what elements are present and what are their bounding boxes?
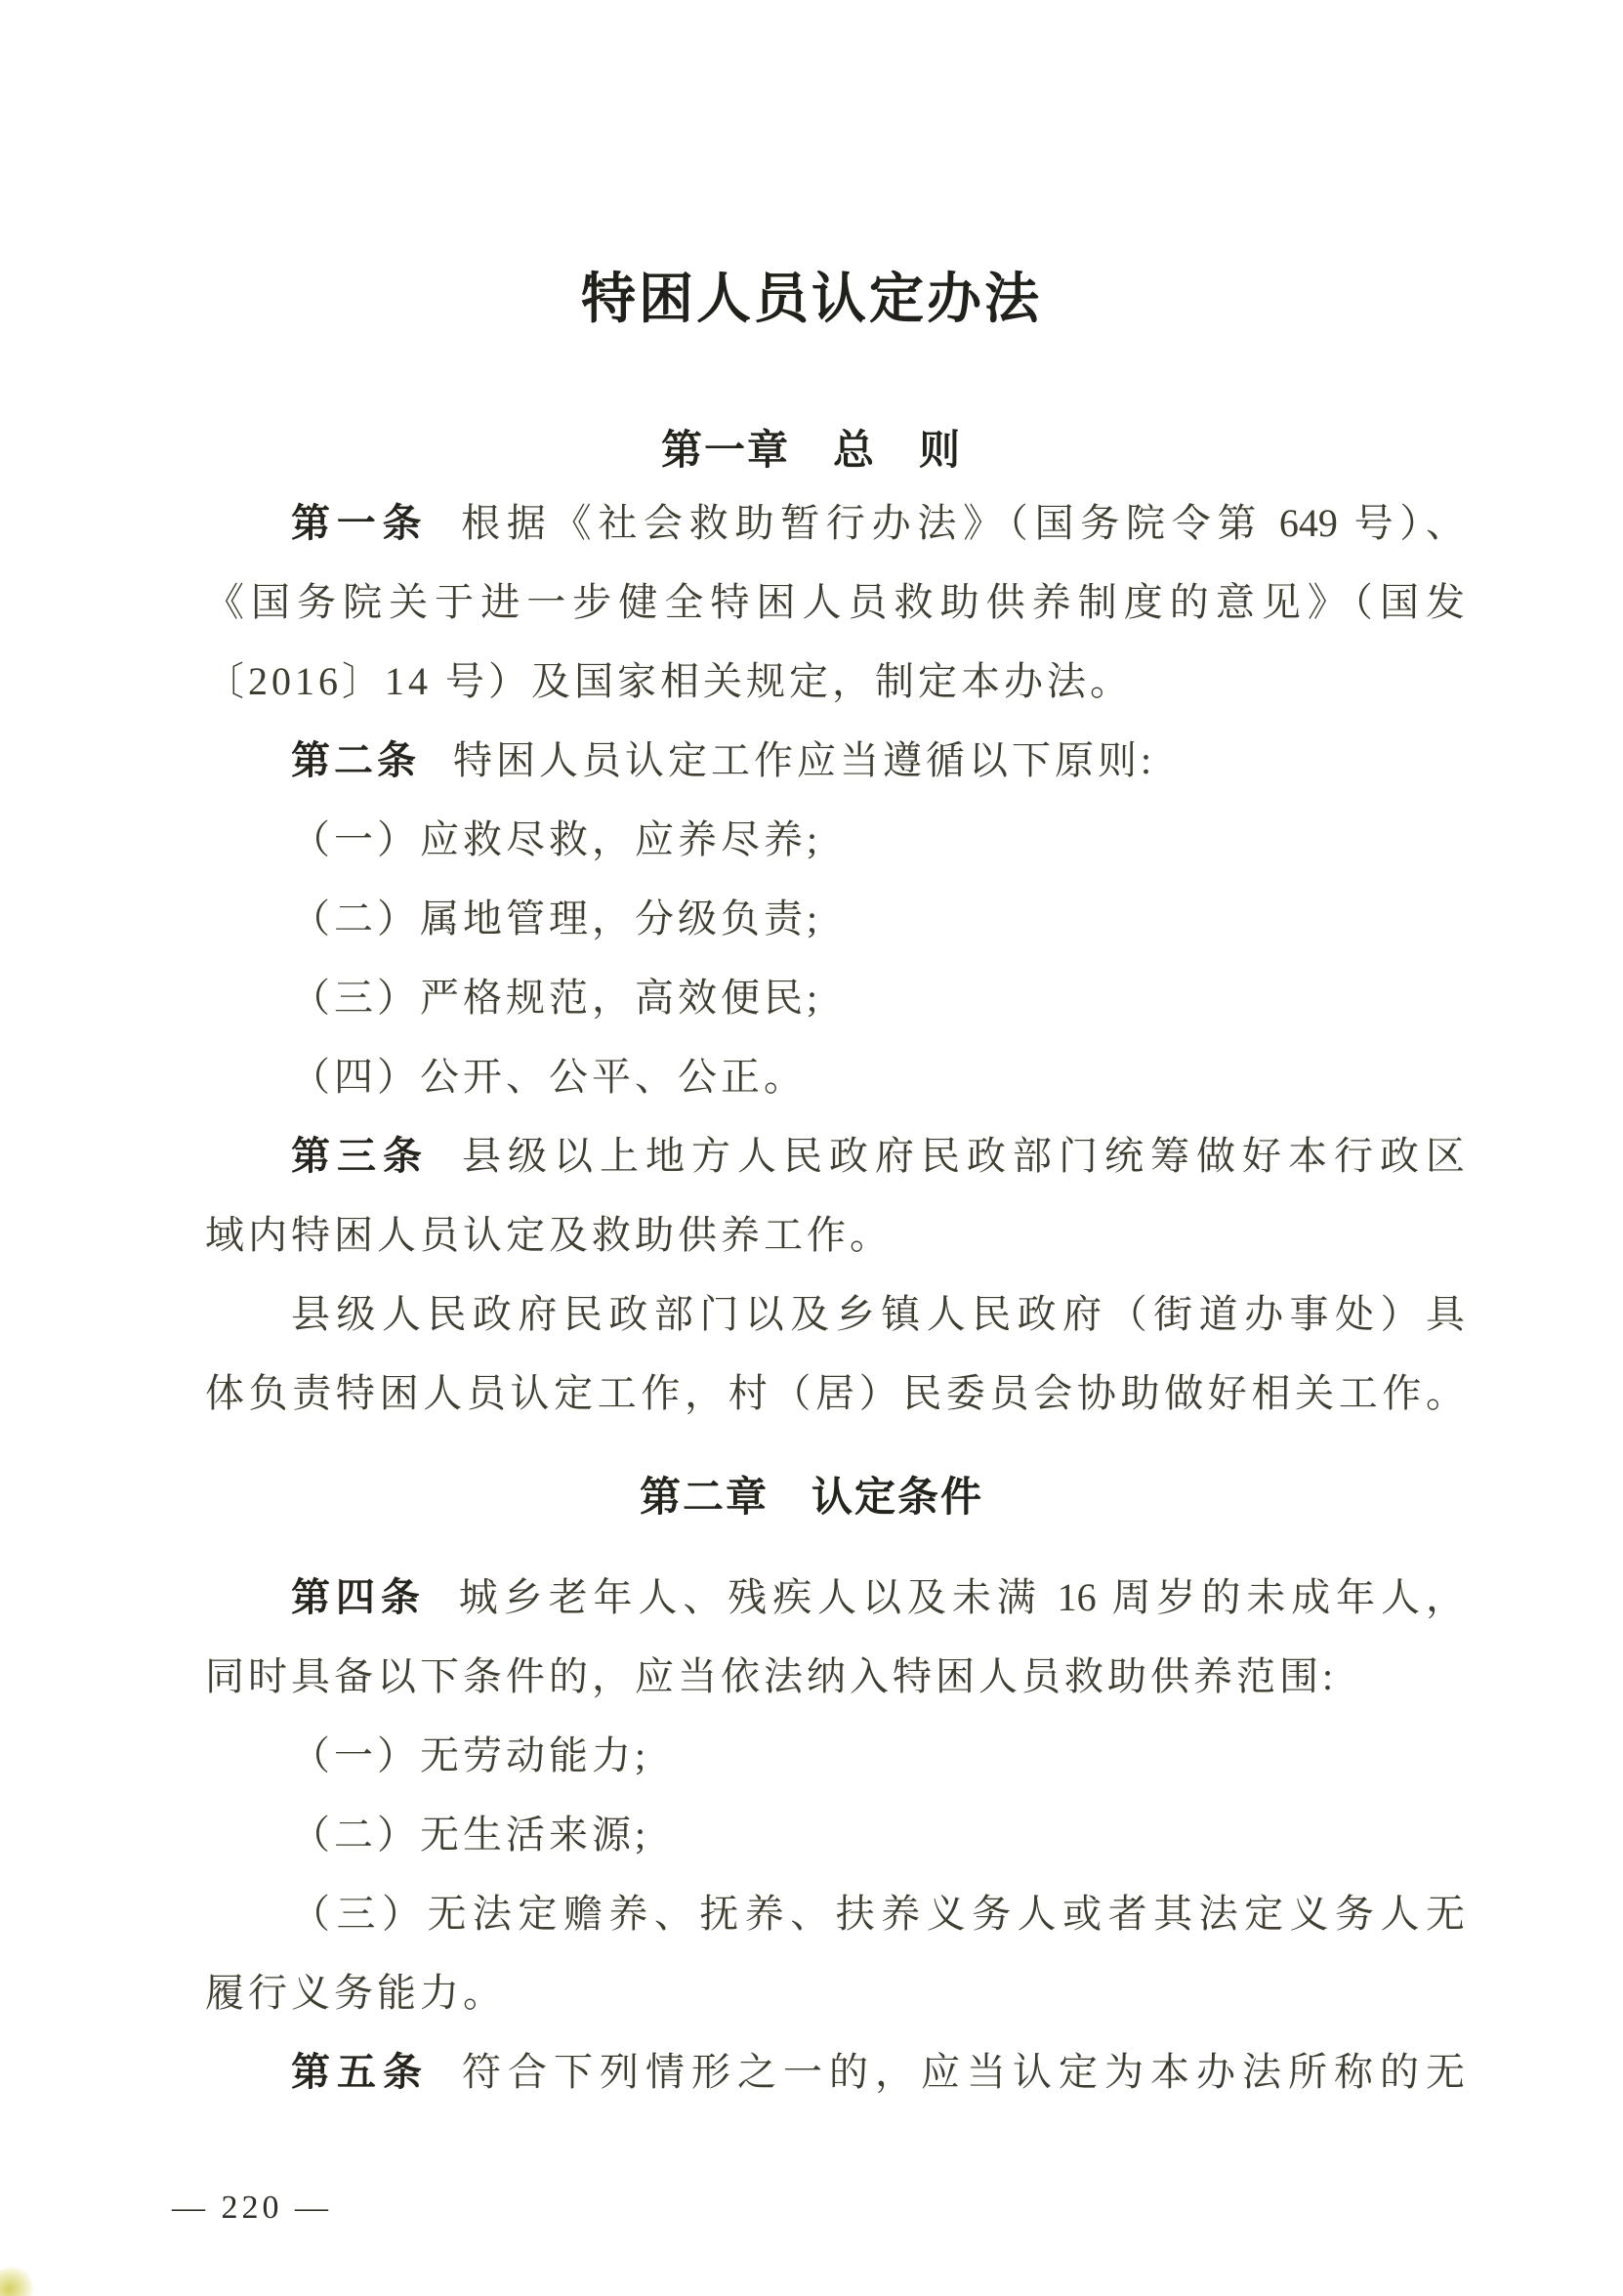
article-2-text: 特困人员认定工作应当遵循以下原则: [453, 738, 1156, 782]
article-2-item-1: （一）应救尽救，应养尽养; [291, 817, 822, 861]
article-2-item-3: （三）严格规范，高效便民; [291, 976, 822, 1020]
article-4-line-1 [205, 1558, 1465, 1637]
document-title: 特困人员认定办法 [581, 268, 1042, 329]
article-2-line-1 [205, 721, 1465, 800]
article-1-line-2: 《国务院关于进一步健全特困人员救助供养制度的意见》（国发 [205, 580, 1465, 624]
scan-smudge-artifact [0, 2261, 36, 2296]
article-1-line-1 [205, 483, 1465, 563]
article-3-line-1 [205, 1116, 1465, 1195]
article-3-line-3: 县级人民政府民政部门以及乡镇人民政府（街道办事处）具 [291, 1292, 1465, 1336]
chapter-1-heading: 第一章 总 则 [660, 427, 962, 473]
article-3-number: 第三条 [291, 1135, 429, 1178]
article-2-item-4: （四）公开、公平、公正。 [291, 1055, 807, 1099]
article-4-item-1: （一）无劳动能力; [291, 1733, 650, 1777]
article-1-number: 第一条 [291, 502, 429, 545]
article-4-item-2: （二）无生活来源; [291, 1813, 650, 1857]
article-4-item-3: （三）无法定赡养、抚养、扶养义务人或者其法定义务人无 [291, 1892, 1465, 1936]
chapter-1-body [205, 483, 1465, 1433]
article-2-item-2: （二）属地管理，分级负责; [291, 897, 822, 940]
article-3-line-4: 体负责特困人员认定工作，村（居）民委员会协助做好相关工作。 [205, 1371, 1465, 1415]
article-5-number: 第五条 [291, 2051, 429, 2094]
article-4-text: 城乡老年人、残疾人以及未满 16 周岁的未成年人， [458, 1575, 1466, 1619]
chapter-2-heading: 第二章 认定条件 [639, 1474, 983, 1520]
article-3-text: 县级以上地方人民政府民政部门统筹做好本行政区 [462, 1134, 1465, 1178]
article-4-line-2: 同时具备以下条件的，应当依法纳入特困人员救助供养范围: [205, 1654, 1338, 1698]
article-4-number: 第四条 [291, 1576, 426, 1619]
article-1-text: 根据《社会救助暂行办法》（国务院令第 649 号）、 [461, 501, 1466, 545]
article-4-item-3-cont: 履行义务能力。 [205, 1971, 506, 2015]
article-2-number: 第二条 [291, 739, 420, 782]
page-number: — 220 — [172, 2190, 332, 2226]
chapter-2-body [205, 1558, 1465, 2111]
article-3-line-2: 域内特困人员认定及救助供养工作。 [205, 1213, 893, 1257]
article-1-line-3: 〔2016〕14 号）及国家相关规定，制定本办法。 [205, 659, 1133, 703]
article-5-text: 符合下列情形之一的，应当认定为本办法所称的无 [462, 2050, 1465, 2094]
article-5-line-1 [205, 2032, 1465, 2111]
